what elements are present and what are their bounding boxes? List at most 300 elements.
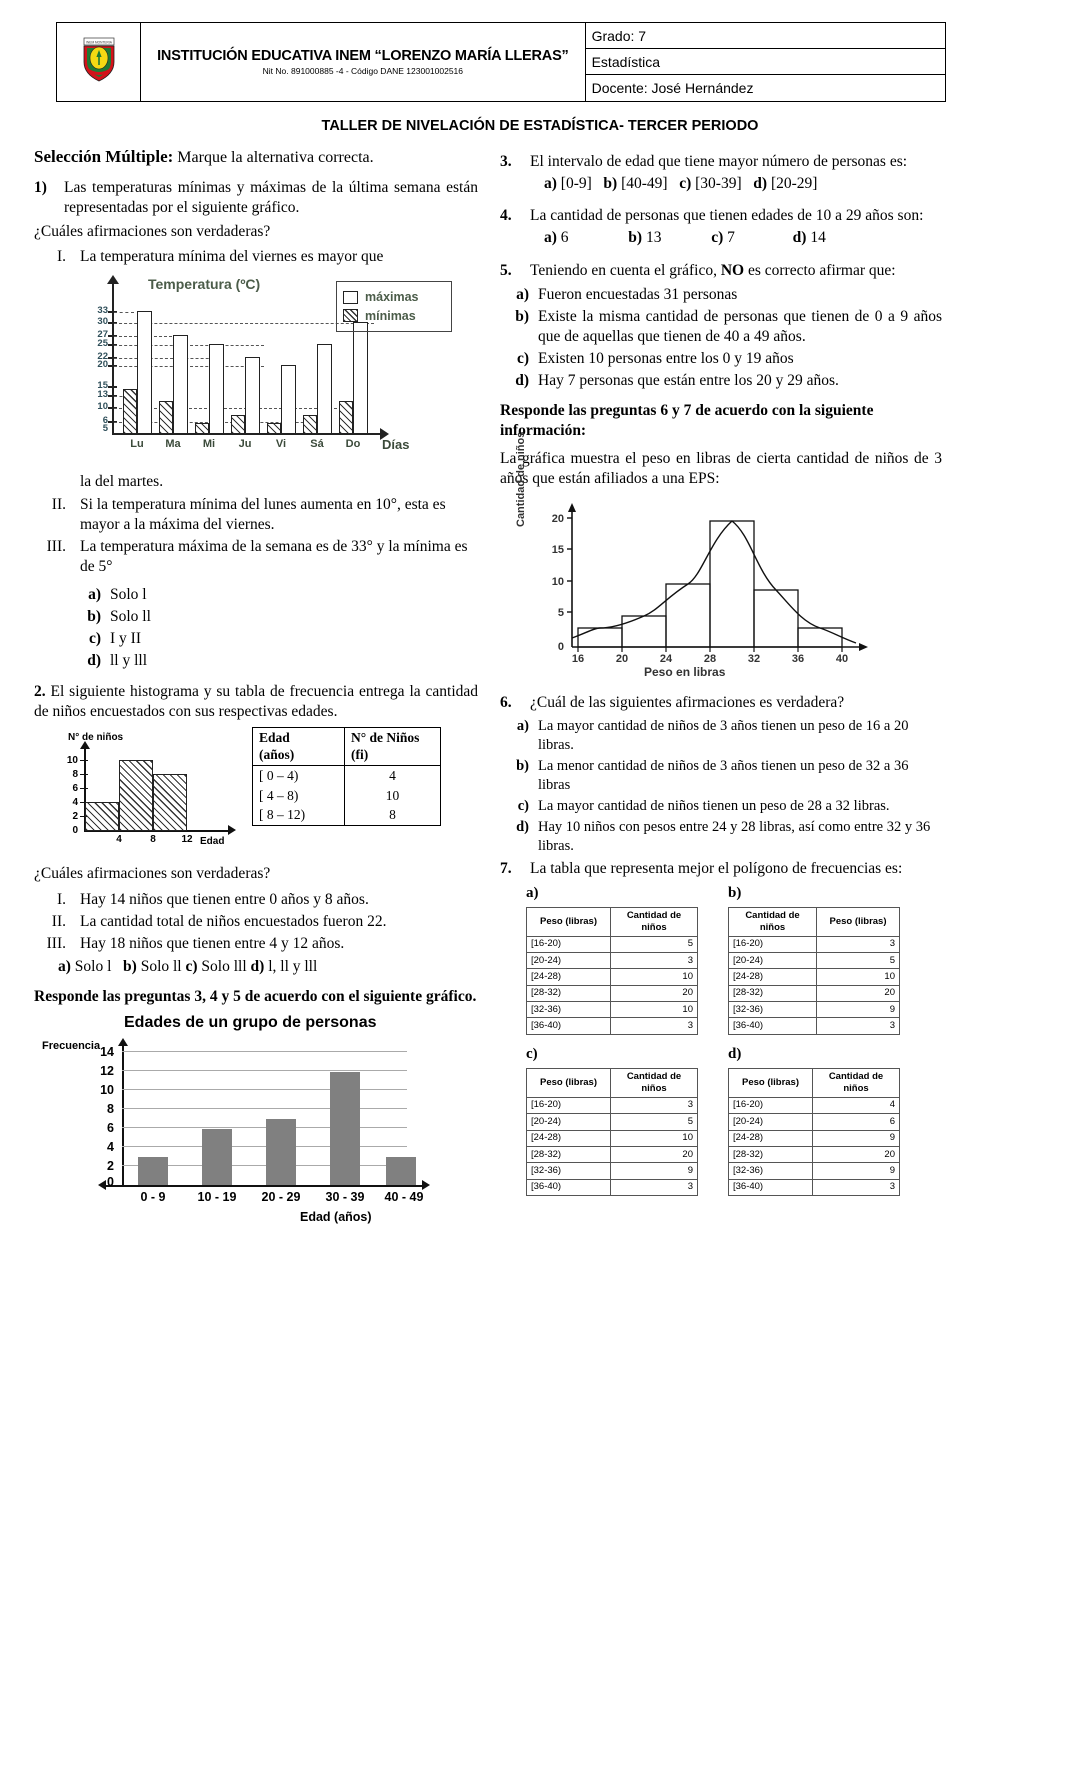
statement-text: Si la temperatura mínima del lunes aumenta en 10°, esta es mayor a la máxima del viernes.: [80, 495, 446, 533]
svg-text:40: 40: [835, 653, 849, 666]
question-1-statement-3: [34, 537, 478, 577]
cell-count: 3: [611, 1018, 698, 1034]
option-letter: d): [87, 652, 101, 670]
svg-text:20: 20: [615, 653, 629, 666]
option-text-c[interactable]: 7: [727, 229, 735, 247]
legend-swatch-minimas-icon: [343, 309, 358, 322]
chart3-ytick-6: 6: [107, 1121, 114, 1136]
cell-count: 20: [611, 985, 698, 1001]
cell-interval: [32-36): [729, 1163, 813, 1179]
frequency-table-edades: [252, 727, 441, 826]
question-2-number: 2.: [34, 682, 46, 700]
option-text-a[interactable]: Solo l: [74, 958, 112, 976]
option-letter-b[interactable]: b): [628, 229, 643, 247]
question-1-number: 1): [34, 178, 47, 196]
option-letter: d): [515, 372, 529, 390]
bar-edad-0-4: [85, 802, 119, 831]
question-5-option-c[interactable]: [508, 349, 942, 369]
option-text-b[interactable]: 13: [645, 229, 662, 247]
bar-max-miercoles: [209, 344, 224, 434]
chart3-ytick-0: 0: [107, 1175, 114, 1190]
cell-count: 3: [611, 1179, 698, 1195]
table-row: [729, 1018, 900, 1034]
chart1-xaxis-label: Días: [382, 437, 410, 453]
school-crest-icon: [80, 37, 118, 83]
chart3-xtick-10-19: 10 - 19: [197, 1190, 237, 1205]
bar-max-jueves: [245, 357, 260, 434]
question-6-option-b[interactable]: [508, 757, 942, 795]
option-c-label: c): [526, 1045, 538, 1062]
table-header-row: [729, 908, 900, 937]
option-text-a[interactable]: 6: [560, 229, 569, 247]
option-text: Solo ll: [110, 608, 151, 626]
institution-name: INSTITUCIÓN EDUCATIVA INEM “LORENZO MARÍA LLERAS”: [157, 47, 569, 64]
option-letter: d): [516, 818, 529, 835]
option-c-block[interactable]: [526, 1045, 706, 1196]
svg-text:15: 15: [551, 544, 564, 557]
option-a-label: a): [526, 884, 539, 901]
cell-interval: [28-32): [527, 1147, 611, 1163]
question-2-statement-3: [34, 934, 478, 954]
statement-text-cont: la del martes.: [80, 473, 164, 491]
chart1-ytick-33: 33: [97, 305, 108, 317]
option-text: La mayor cantidad de niños de 3 años tienen un peso de 16 a 20 libras.: [538, 718, 909, 754]
chart3-xtick-40-49: 40 - 49: [384, 1190, 424, 1205]
option-letter-a[interactable]: a): [544, 229, 557, 247]
statement-numeral: II.: [51, 495, 66, 513]
question-5-negation: NO: [720, 261, 745, 279]
bar-max-lunes: [137, 311, 152, 434]
chart3-ytick-2: 2: [107, 1159, 114, 1174]
chart1-ytick-20: 20: [97, 359, 108, 371]
option-letter-c[interactable]: c): [679, 175, 692, 193]
table-row: [527, 953, 698, 969]
bar-min-sabado: [303, 415, 317, 434]
chart2-ytick-0: 0: [72, 824, 78, 836]
option-text-c[interactable]: [30-39]: [695, 175, 742, 193]
legend-label-maximas: máximas: [365, 290, 419, 305]
table-row: [527, 1163, 698, 1179]
svg-text:24: 24: [659, 653, 673, 666]
cell-count: 20: [813, 1147, 900, 1163]
table-row: [253, 786, 441, 806]
school-title-cell: [141, 23, 586, 102]
option-b-block[interactable]: [728, 884, 908, 1035]
question-1: [34, 178, 478, 218]
cell-interval: [36-40): [527, 1018, 611, 1034]
statement-numeral: I.: [56, 248, 66, 266]
cell-interval: [24-28): [729, 1130, 813, 1146]
option-letter-a[interactable]: a): [58, 958, 71, 976]
instructions-text: Marque la alternativa correcta.: [173, 149, 374, 166]
bar-max-domingo: [353, 322, 368, 434]
col-header-cantidad: [611, 1069, 698, 1098]
table-row: [729, 1163, 900, 1179]
chart2-ytick-2: 2: [72, 810, 78, 822]
bar-min-domingo: [339, 401, 353, 434]
question-1-option-d[interactable]: [80, 651, 478, 671]
col-header-cantidad: [729, 908, 817, 937]
table-row: [253, 766, 441, 786]
chart3-y-axis: [122, 1045, 124, 1185]
option-text: Hay 7 personas que están entre los 20 y 29 años.: [538, 372, 839, 390]
statement-text: La temperatura mínima del viernes es mayor que: [80, 248, 384, 266]
option-letter-c[interactable]: c): [185, 958, 198, 976]
option-letter-d[interactable]: d): [792, 229, 807, 247]
cell-interval: [16-20): [729, 936, 817, 952]
chart1-xtick-do: Do: [345, 438, 361, 451]
chart1-ytick-15: 15: [97, 380, 108, 392]
cell-count: 5: [611, 1114, 698, 1130]
option-letter: c): [88, 630, 101, 648]
question-2-prompt: ¿Cuáles afirmaciones son verdaderas?: [34, 864, 271, 882]
bar-min-viernes: [267, 423, 281, 434]
option-letter-b[interactable]: b): [123, 958, 137, 976]
cell-fi: 4: [345, 766, 441, 786]
question-4: [500, 206, 942, 248]
chart1-xtick-ma: Ma: [165, 438, 181, 451]
chart3-ytick-14: 14: [100, 1045, 114, 1060]
question-3-options: [544, 174, 942, 194]
option-d-block[interactable]: [728, 1045, 908, 1196]
bar-min-lunes: [123, 389, 137, 434]
svg-text:28: 28: [703, 653, 717, 666]
chart1-xtick-ju: Ju: [238, 438, 252, 451]
bar-min-miercoles: [195, 423, 209, 434]
bar-edad-40-49: [386, 1157, 416, 1185]
cell-count: 3: [817, 1018, 900, 1034]
statement-numeral: II.: [51, 913, 66, 931]
option-letter: b): [515, 307, 529, 325]
chart2-x-arrow: [228, 825, 236, 835]
chart2-xtick-8: 8: [150, 833, 156, 845]
info-questions-67: La gráfica muestra el peso en libras de cierta cantidad de niños de 3 años que están afiliados a una EPS:: [500, 450, 942, 488]
left-column: [34, 146, 478, 1228]
cell-count: 3: [611, 1097, 698, 1113]
question-5-text-post: es correcto afirmar que:: [744, 261, 896, 279]
svg-text:36: 36: [791, 653, 805, 666]
cell-interval: [28-32): [527, 985, 611, 1001]
question-1-option-b[interactable]: [80, 607, 478, 627]
col-header-cantidad-line1: Cantidad de: [745, 909, 800, 921]
chart3-ytick-8: 8: [107, 1102, 114, 1117]
cell-count: 3: [611, 953, 698, 969]
question-1-statement-1: [34, 247, 478, 267]
cell-count: 9: [813, 1163, 900, 1179]
cell-count: 4: [813, 1097, 900, 1113]
institution-nit: Nit No. 891000885 -4 - Código DANE 123001002516: [262, 66, 464, 77]
question-4-number: 4.: [500, 207, 512, 225]
cell-interval: [16-20): [527, 936, 611, 952]
table-row: [729, 969, 900, 985]
question-3-number: 3.: [500, 153, 512, 170]
col-header-edad: [253, 727, 345, 765]
bar-edad-8-12: [153, 774, 187, 831]
option-letter: a): [516, 718, 529, 735]
option-b-label: b): [728, 884, 742, 901]
cell-interval: [36-40): [729, 1018, 817, 1034]
question-5-text: [530, 261, 942, 281]
statement-text: Hay 18 niños que tienen entre 4 y 12 años.: [80, 935, 345, 953]
question-2: [34, 682, 478, 722]
question-6-option-c[interactable]: [508, 797, 942, 816]
chart1-y-axis: [112, 283, 114, 435]
statement-numeral: III.: [46, 537, 66, 555]
option-text-c[interactable]: Solo lll: [201, 958, 247, 976]
option-text: La menor cantidad de niños de 3 años tienen un peso de 32 a 36 libras: [538, 758, 909, 794]
chart-temperaturas-semana: [56, 273, 456, 468]
chart2-ytick-6: 6: [72, 782, 78, 794]
option-text: La mayor cantidad de niños tienen un peso de 28 a 32 libras.: [538, 797, 890, 814]
option-text: I y II: [110, 630, 141, 648]
table-row: [527, 969, 698, 985]
svg-text:INEM MONTERIA: INEM MONTERIA: [85, 40, 112, 45]
option-text: Existe la misma cantidad de personas que tienen de 0 a 9 años que de aquellas que tienen de 40 a 49 años.: [538, 307, 942, 345]
question-7-option-tables: [500, 884, 942, 1197]
question-6-text: ¿Cuál de las siguientes afirmaciones es verdadera?: [530, 694, 845, 712]
instruction-questions-345: Responde las preguntas 3, 4 y 5 de acuerdo con el siguiente gráfico.: [34, 987, 477, 1005]
cell-fi: 8: [345, 805, 441, 825]
table-header-row: [527, 1069, 698, 1098]
question-3: [500, 152, 942, 194]
subject-field: Estadística: [586, 49, 945, 75]
table-row: [527, 936, 698, 952]
chart2-ytick-4: 4: [72, 796, 78, 808]
table-row: [527, 1130, 698, 1146]
chart2-ytick-10: 10: [66, 754, 78, 766]
cell-fi: 10: [345, 786, 441, 806]
school-crest-cell: [57, 23, 141, 102]
cell-count: 6: [813, 1114, 900, 1130]
chart3-ytick-12: 12: [100, 1064, 114, 1079]
option-text-d[interactable]: 14: [810, 229, 826, 247]
cell-interval: [28-32): [729, 1147, 813, 1163]
cell-interval: [32-36): [527, 1163, 611, 1179]
bar-max-martes: [173, 335, 188, 434]
chart1-ytick-5: 5: [102, 423, 108, 435]
cell-interval: [24-28): [729, 969, 817, 985]
document-header: [56, 22, 946, 102]
col-header-fi: [345, 727, 441, 765]
statement-numeral: I.: [56, 891, 66, 909]
table-row: [527, 1179, 698, 1195]
cell-interval: [16-20): [729, 1097, 813, 1113]
legend-swatch-maximas-icon: [343, 291, 358, 304]
question-1-option-c[interactable]: [80, 629, 478, 649]
cell-interval: [32-36): [729, 1002, 817, 1018]
cell-count: 10: [611, 969, 698, 985]
cell-interval: [20-24): [527, 953, 611, 969]
table-row: [729, 1002, 900, 1018]
col-header-cantidad-line2: niños: [843, 1083, 869, 1095]
svg-text:16: 16: [571, 653, 585, 666]
question-3-text: El intervalo de edad que tiene mayor número de personas es:: [530, 153, 908, 170]
option-letter: c): [516, 350, 529, 368]
question-5-text-pre: Teniendo en cuenta el gráfico,: [530, 261, 721, 279]
col-header-cantidad-line1: Cantidad de: [626, 1070, 682, 1082]
col-header-fi-line1: N° de Niños: [351, 729, 420, 745]
option-a-table: [526, 907, 698, 1035]
chart2-xtick-4: 4: [116, 833, 122, 845]
option-letter-d[interactable]: d): [753, 175, 768, 193]
chart-edades-grupo-personas: [42, 1013, 452, 1228]
bar-edad-20-29: [266, 1119, 296, 1185]
table-row: [729, 953, 900, 969]
chart1-ytick-13: 13: [97, 389, 108, 401]
cell-interval: [20-24): [527, 1114, 611, 1130]
chart3-xtick-20-29: 20 - 29: [261, 1190, 301, 1205]
cell-interval: [28-32): [729, 985, 817, 1001]
chart2-y-arrow: [80, 741, 90, 749]
option-a-block[interactable]: [526, 884, 706, 1035]
cell-count: 10: [611, 1130, 698, 1146]
document-title: TALLER DE NIVELACIÓN DE ESTADÍSTICA- TERCER PERIODO: [321, 118, 759, 134]
option-letter: c): [517, 797, 529, 814]
cell-count: 5: [817, 953, 900, 969]
cell-interval: [20-24): [729, 953, 817, 969]
question-2-statement-1: [34, 890, 478, 910]
question-6: [500, 693, 942, 713]
question-4-options: [544, 228, 942, 248]
question-5-option-a[interactable]: [508, 285, 942, 305]
option-letter: a): [516, 285, 529, 303]
question-7-text: La tabla que representa mejor el polígono de frecuencias es:: [530, 860, 903, 878]
col-header-cantidad-line1: Cantidad de: [828, 1070, 884, 1082]
question-5-number: 5.: [500, 261, 512, 279]
chart2-xtick-12: 12: [181, 833, 193, 845]
chart1-xtick-lu: Lu: [130, 438, 144, 451]
chart3-xaxis-label: Edad (años): [300, 1210, 372, 1225]
question-2-figure-row: [34, 727, 478, 856]
col-header-peso: Peso (libras): [729, 1069, 813, 1098]
option-letter: b): [87, 608, 101, 626]
option-letter: b): [516, 758, 529, 775]
col-header-peso: Peso (libras): [527, 1069, 611, 1098]
table-row: [729, 1097, 900, 1113]
option-text: Fueron encuestadas 31 personas: [538, 285, 738, 303]
option-text: Solo l: [110, 586, 147, 604]
chart3-title: Edades de un grupo de personas: [124, 1014, 377, 1032]
table-row: [729, 1130, 900, 1146]
table-row: [527, 1147, 698, 1163]
cell-count: 3: [817, 936, 900, 952]
bar-min-martes: [159, 401, 173, 434]
question-7: [500, 859, 942, 879]
col-header-cantidad-line2: niños: [641, 1083, 667, 1095]
chart-histograma-edades: [34, 731, 244, 856]
option-text-a[interactable]: [0-9]: [560, 175, 592, 193]
chart1-ytick-22: 22: [97, 351, 108, 363]
question-6-option-d[interactable]: [508, 818, 942, 856]
chart1-legend: [336, 281, 452, 332]
option-text: Existen 10 personas entre los 0 y 19 años: [538, 350, 794, 368]
option-text-d[interactable]: [20-29]: [770, 175, 818, 193]
cell-count: 9: [817, 1002, 900, 1018]
statement-text: Hay 14 niños que tienen entre 0 años y 8 años.: [80, 891, 369, 909]
table-row: [527, 1018, 698, 1034]
option-d-table: [728, 1068, 900, 1196]
table-header-row: [527, 908, 698, 937]
table-header-row: [729, 1069, 900, 1098]
question-1-text: Las temperaturas mínimas y máximas de la última semana están representadas por el siguiente gráfico.: [64, 178, 478, 216]
cell-interval: [36-40): [729, 1179, 813, 1195]
option-c-table: [526, 1068, 698, 1196]
question-5-option-b[interactable]: [508, 307, 942, 347]
cell-interval: [36-40): [527, 1179, 611, 1195]
chart1-ytick-25: 25: [97, 338, 108, 350]
cell-count: 10: [817, 969, 900, 985]
col-header-cantidad: [813, 1069, 900, 1098]
option-text-b[interactable]: Solo ll: [140, 958, 182, 976]
cell-interval: [32-36): [527, 1002, 611, 1018]
cell-interval: [24-28): [527, 1130, 611, 1146]
instruction-questions-67: Responde las preguntas 6 y 7 de acuerdo con la siguiente información:: [500, 402, 874, 440]
teacher-field: Docente: José Hernández: [591, 80, 754, 96]
cell-interval: [16-20): [527, 1097, 611, 1113]
chart3-ytick-4: 4: [107, 1140, 114, 1155]
col-header-cantidad-line1: Cantidad de: [626, 909, 682, 921]
bar-max-sabado: [317, 344, 332, 434]
col-header-cantidad-line2: niños: [759, 921, 786, 933]
question-1-option-a[interactable]: [80, 585, 478, 605]
option-text: Hay 10 niños con pesos entre 24 y 28 libras, así como entre 32 y 36 libras.: [538, 818, 931, 854]
statement-text: La temperatura máxima de la semana es de 33° y la mínima es de 5°: [80, 537, 468, 575]
col-header-edad-line1: Edad: [259, 729, 290, 745]
chart1-title: Temperatura (ºC): [148, 276, 261, 293]
option-letter-a[interactable]: a): [544, 175, 557, 193]
chart3-x-axis: [104, 1185, 424, 1187]
bar-edad-0-9: [138, 1157, 168, 1185]
question-5-option-d[interactable]: [508, 371, 942, 391]
table-row: [729, 1114, 900, 1130]
legend-label-minimas: mínimas: [365, 308, 416, 323]
table-row: [527, 1114, 698, 1130]
cell-count: 9: [813, 1130, 900, 1146]
chart3-ytick-10: 10: [100, 1083, 114, 1098]
cell-interval: [ 8 – 12): [253, 805, 345, 825]
table-row: [527, 1002, 698, 1018]
chart1-ytick-6: 6: [102, 415, 108, 427]
option-letter-b[interactable]: b): [603, 175, 618, 193]
chart3-ylabel: Frecuencia: [42, 1040, 101, 1053]
cell-count: 5: [611, 936, 698, 952]
col-header-fi-line2: (fi): [351, 747, 369, 763]
cell-interval: [ 0 – 4): [253, 766, 345, 786]
bar-edad-10-19: [202, 1129, 232, 1185]
statement-text: La cantidad total de niños encuestados fueron 22.: [80, 913, 387, 931]
option-text-b[interactable]: [40-49]: [621, 175, 668, 193]
table-row: [729, 1147, 900, 1163]
chart2-ylabel: N° de niños: [68, 731, 124, 743]
chart1-xtick-mi: Mi: [202, 438, 216, 451]
cell-count: 9: [611, 1163, 698, 1179]
bar-edad-30-39: [330, 1072, 360, 1185]
option-text-d[interactable]: l, ll y lll: [268, 958, 318, 976]
col-header-peso: Peso (libras): [817, 908, 900, 937]
legend-item-minimas: [343, 308, 445, 324]
option-letter-d[interactable]: d): [250, 958, 265, 976]
table-row: [527, 1097, 698, 1113]
class-info-cell: [585, 23, 945, 102]
option-letter-c[interactable]: c): [711, 229, 724, 247]
question-6-number: 6.: [500, 694, 512, 712]
question-7-number: 7.: [500, 860, 512, 878]
table-row: [729, 936, 900, 952]
chart1-ytick-30: 30: [97, 316, 108, 328]
bar-min-jueves: [231, 415, 245, 434]
question-6-option-a[interactable]: [508, 717, 942, 755]
svg-text:32: 32: [747, 653, 761, 666]
